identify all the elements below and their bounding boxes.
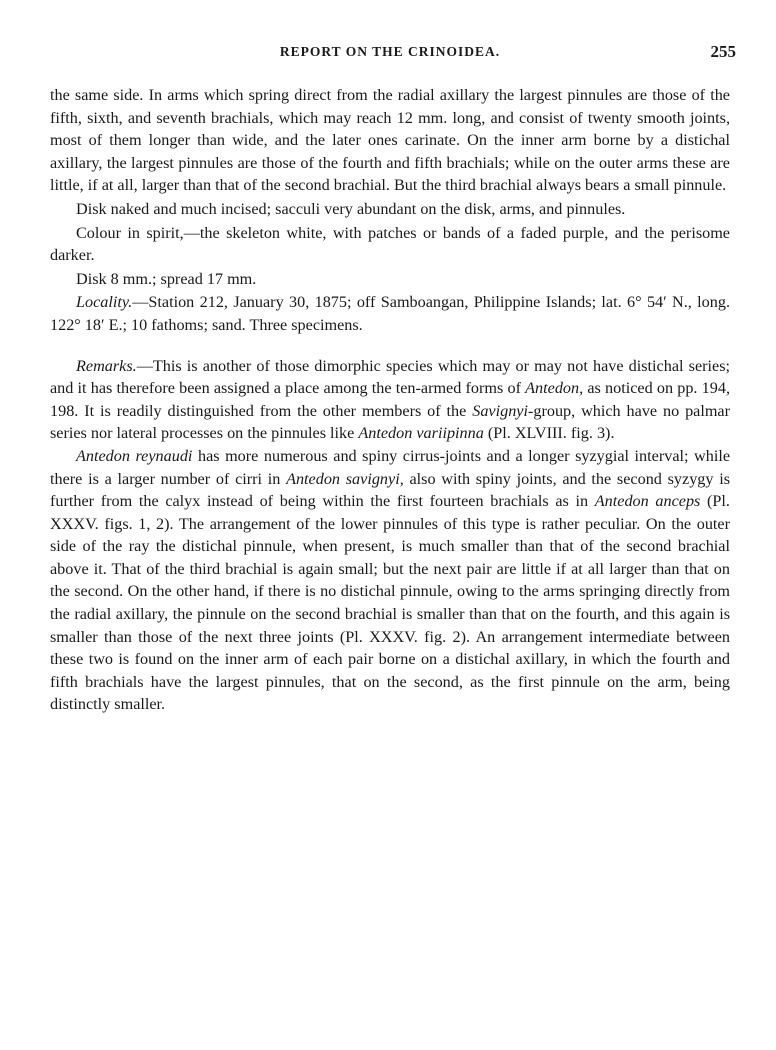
paragraph-colour: Colour in spirit,—the skeleton white, with patches or bands of a faded purple, and the perisome darker. [50,223,730,265]
page-number: 255 [710,42,736,61]
document-page [50,40,736,716]
remarks-text-1: —This is another of those dimorphic species which may or may not have distichal series; and it has therefore been assigned a place among the ten-armed forms of [50,356,730,398]
remarks-label: Remarks. [76,356,137,375]
remarks-text-3: -group, which have no palmar series nor lateral processes on the pinnules like [50,401,731,443]
paragraph-locality [50,291,730,336]
remarks-text-4: (Pl. XLVIII. fig. 3). [483,424,615,443]
comparison-text-1: has more numerous and spiny cirrus-joints and a longer syzygial interval; while there is a larger number of cirri in [50,446,730,488]
paragraph-comparison [50,445,730,716]
running-header [50,40,736,66]
body-text [50,84,730,716]
comparison-italic-3: Antedon anceps [594,492,701,511]
paragraph-remarks [50,355,730,445]
remarks-italic-1: Antedon, [525,379,584,398]
remarks-text-2: as noticed on pp. 194, 198. It is readily distinguished from the other members of the [50,379,731,420]
remarks-italic-2: Savignyi [472,401,528,420]
running-title: REPORT ON THE CRINOIDEA. [279,44,501,59]
locality-text: —Station 212, January 30, 1875; off Samboangan, Philippine Islands; lat. 6° 54′ N., long. 122° 18′ E.; 10 fathoms; sand. Three specimens. [50,293,730,334]
remarks-italic-3: Antedon variipinna [358,424,484,443]
paragraph-continuation: the same side. In arms which spring direct from the radial axillary the largest pinnules are those of the fifth, sixth, and seventh brachials, which may reach 12 mm. long, and consist of twenty smooth joints, most of them longer than wide, and the later ones carinate. On the inner arm borne by a distichal axillary, the largest pinnules are those of the fourth and fifth brachials; while on the outer arms these are little, if at all, larger than that of the second brachial. But the third brachial always bears a small pinnule. [50,86,730,195]
comparison-italic-2: Antedon savignyi, [286,469,404,488]
locality-label: Locality. [76,293,133,312]
comparison-text-3: (Pl. XXXV. figs. 1, 2). The arrangement of the lower pinnules of this type is rather peculiar. On the outer side of the ray the distichal pinnule, when present, is much smaller than that of the second brachial above it. That of the third brachial is again small; but the next pair are little if at all larger than that on the second. On the other hand, if there is no distichal pinnule, owing to the arms springing directly from the radial axillary, the pinnule on the second brachial is smaller than that on the fourth, and this again is smaller than those of the next three joints (Pl. XXXV. fig. 2). An arrangement intermediate between these two is found on the inner arm of each pair borne on a distichal axillary, in which the fourth and fifth brachials have the largest pinnules, that on the second, as the first pinnule on the arm, being distinctly smaller. [50,492,730,714]
paragraph-disk: Disk naked and much incised; sacculi very abundant on the disk, arms, and pinnules. [76,199,626,218]
comparison-text-2: also with spiny joints, and the second syzygy is further from the calyx instead of being within the first fourteen brachials as in [50,469,730,511]
paragraph-measurements: Disk 8 mm.; spread 17 mm. [76,269,257,288]
comparison-italic-1: Antedon reynaudi [76,446,193,465]
